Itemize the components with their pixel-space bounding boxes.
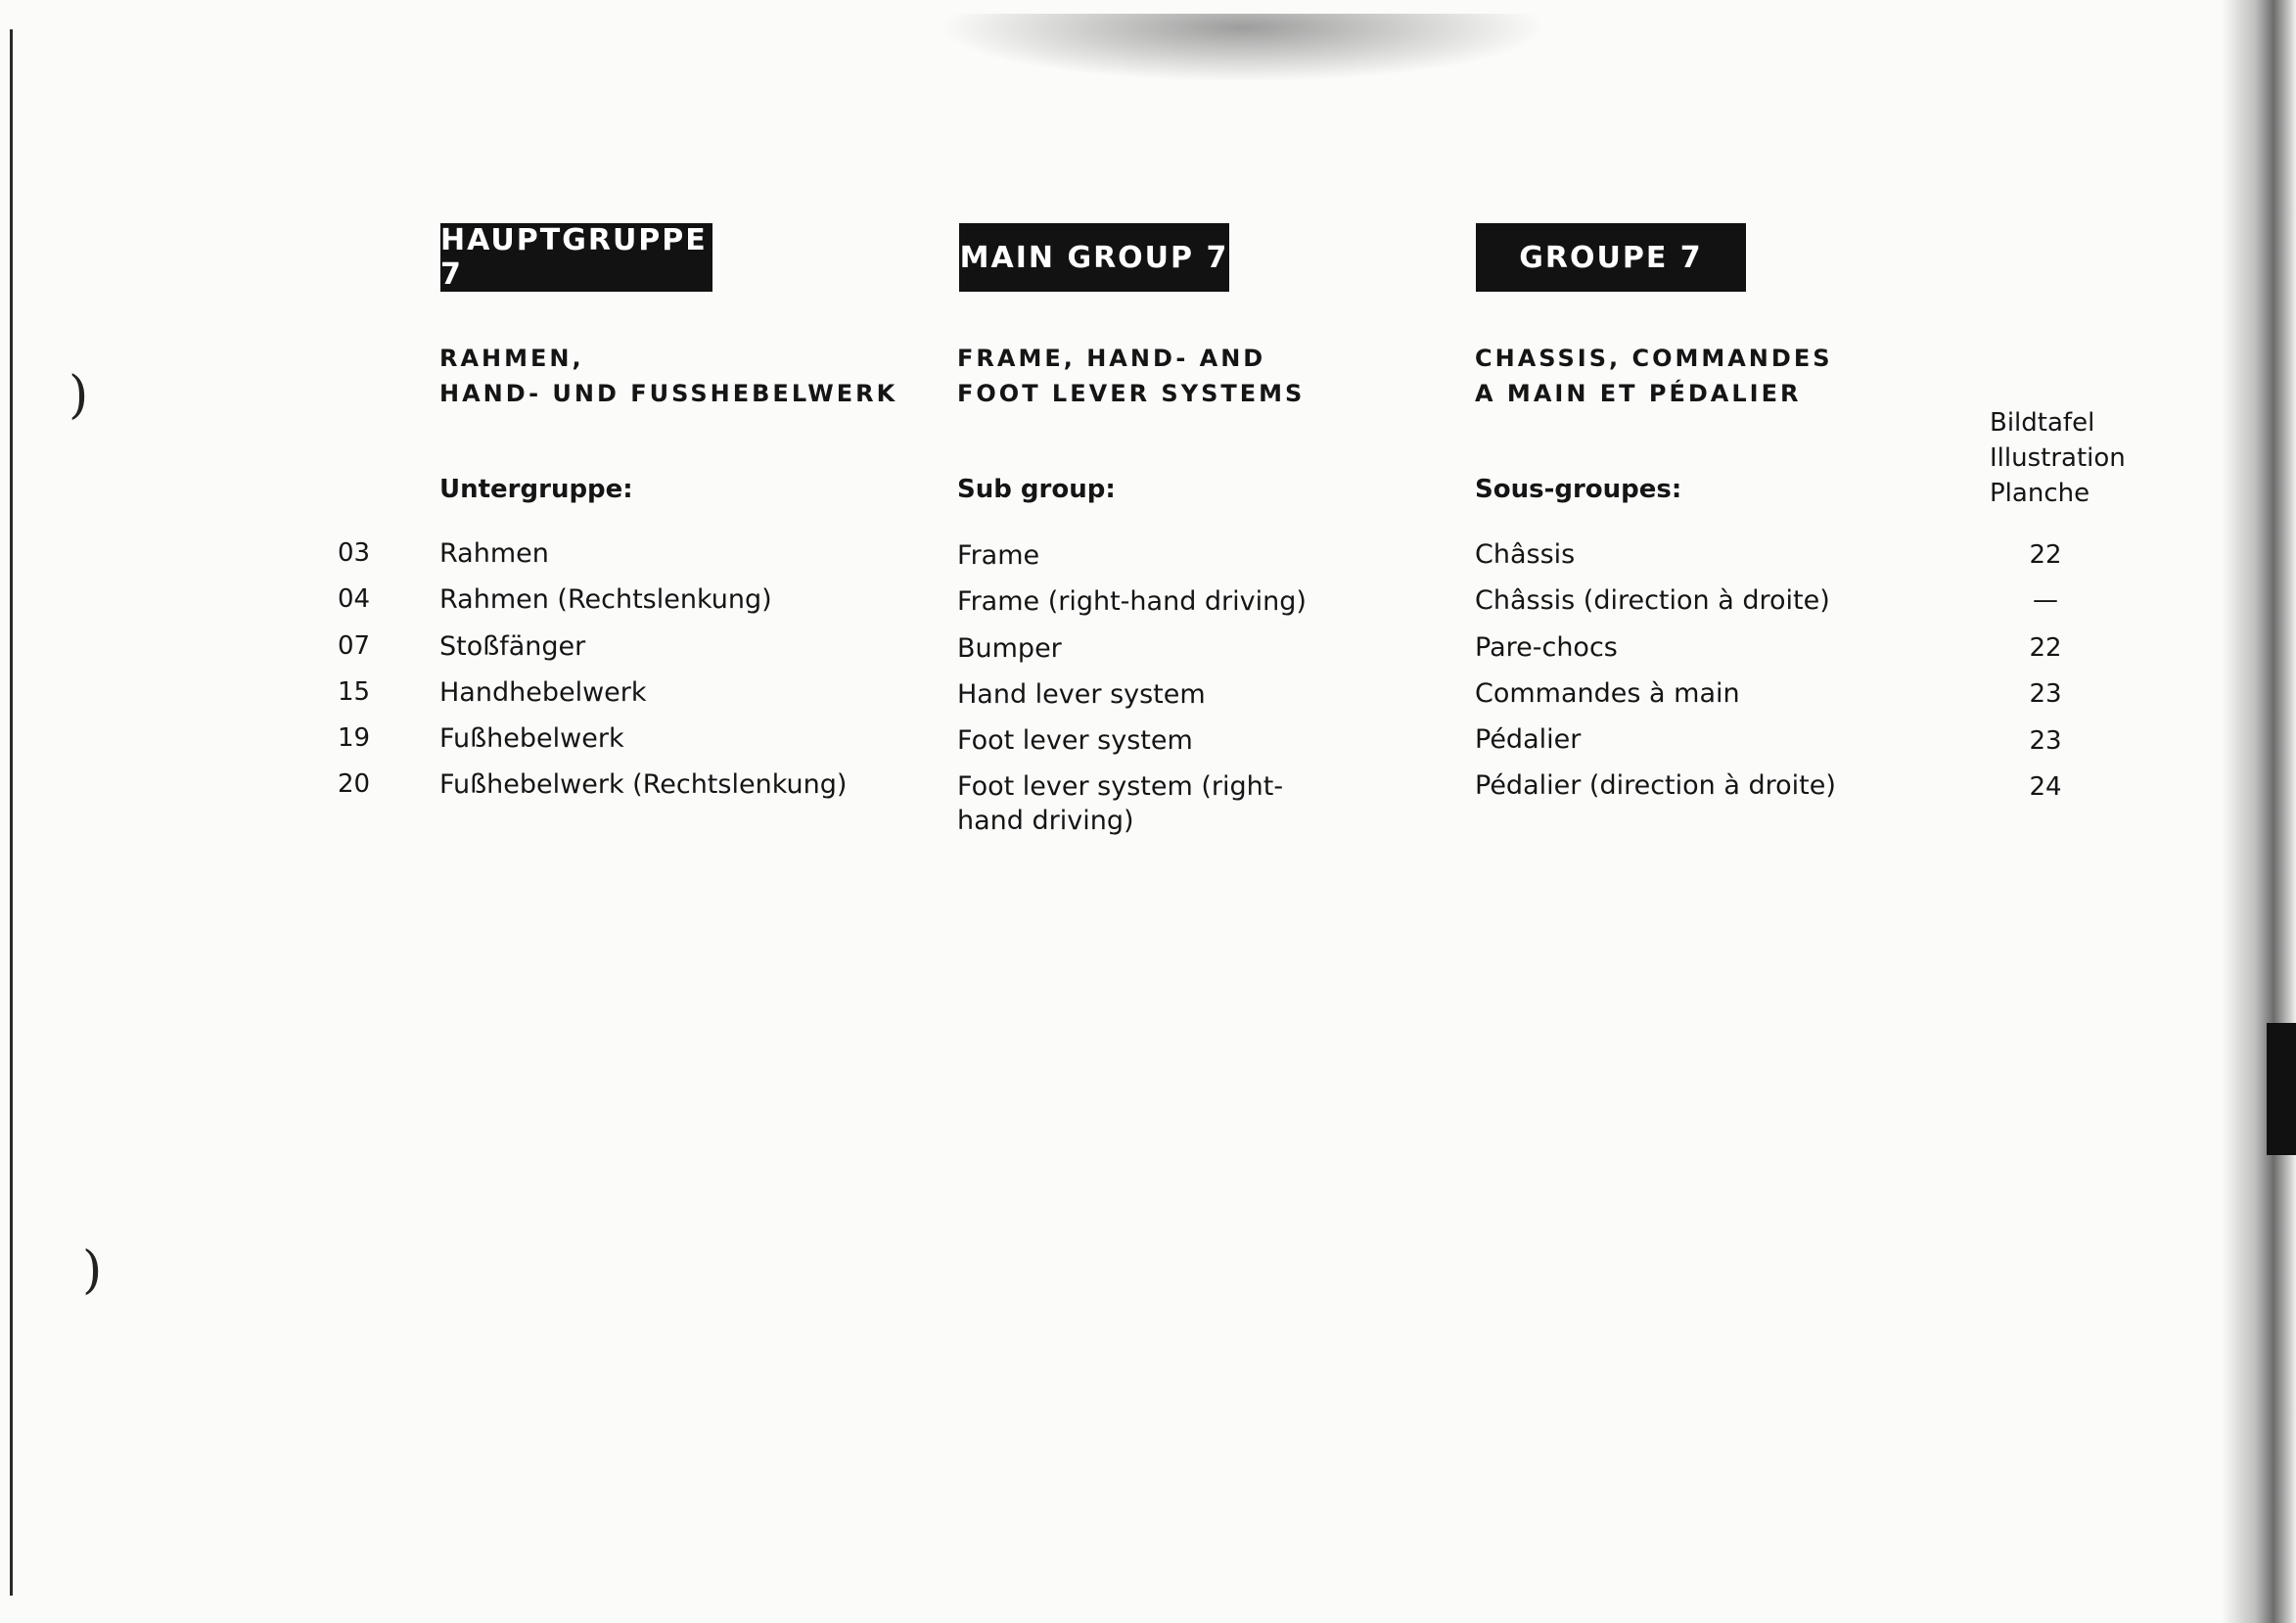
header-en: MAIN GROUP 7 xyxy=(959,223,1229,292)
row-label-en: Bumper xyxy=(957,633,1062,664)
header-de: HAUPTGRUPPE 7 xyxy=(440,223,712,292)
scan-edge-right xyxy=(2222,0,2296,1623)
row-label-en: Foot lever system (right-hand driving) xyxy=(957,771,1284,836)
header-fr: GROUPE 7 xyxy=(1476,223,1746,292)
row-label-en: Frame xyxy=(957,540,1040,571)
plate-column-header xyxy=(1990,405,2126,511)
subgroup-label-en: Sub group: xyxy=(957,475,1116,504)
plate-header-fr: Planche xyxy=(1990,479,2090,508)
row-label-en: Frame (right-hand driving) xyxy=(957,586,1307,617)
subgroup-label-fr: Sous-groupes: xyxy=(1475,475,1682,504)
scan-edge-left xyxy=(10,29,13,1596)
binding-hole-top: ) xyxy=(69,366,89,425)
row-plate: 22 xyxy=(2029,540,2062,570)
row-label-de: Rahmen xyxy=(439,538,549,569)
row-plate: 22 xyxy=(2029,633,2062,663)
title-en xyxy=(957,341,1305,411)
row-plate: 23 xyxy=(2029,679,2062,709)
row-label-de: Fußhebelwerk xyxy=(439,723,624,754)
row-plate: — xyxy=(2033,585,2058,615)
row-label-fr: Châssis (direction à droite) xyxy=(1475,585,1830,616)
title-fr-line-2: A MAIN ET PÉDALIER xyxy=(1475,380,1802,407)
row-label-de: Handhebelwerk xyxy=(439,677,647,708)
row-number: 19 xyxy=(338,723,371,753)
plate-header-en: Illustration xyxy=(1990,443,2126,473)
title-fr xyxy=(1475,341,1833,411)
scan-smudge-top xyxy=(940,14,1546,82)
row-number: 04 xyxy=(338,584,371,614)
row-label-de: Rahmen (Rechtslenkung) xyxy=(439,584,772,615)
row-label-fr: Pédalier (direction à droite) xyxy=(1475,770,1836,801)
row-plate: 23 xyxy=(2029,726,2062,756)
row-number: 07 xyxy=(338,631,371,661)
title-en-line-1: FRAME, HAND- AND xyxy=(957,345,1266,372)
row-number: 15 xyxy=(338,677,371,707)
row-label-fr: Châssis xyxy=(1475,539,1576,570)
subgroup-label-de: Untergruppe: xyxy=(439,475,633,504)
title-fr-line-1: CHASSIS, COMMANDES xyxy=(1475,345,1833,372)
row-label-en: Foot lever system xyxy=(957,725,1193,756)
title-de xyxy=(439,341,897,411)
row-label-de: Fußhebelwerk (Rechtslenkung) xyxy=(439,769,848,800)
row-label-fr: Pédalier xyxy=(1475,724,1582,755)
row-number: 03 xyxy=(338,538,371,568)
binding-hole-bottom: ) xyxy=(82,1241,103,1300)
row-label-en: Hand lever system xyxy=(957,679,1206,710)
row-plate: 24 xyxy=(2029,772,2062,802)
row-label-fr: Pare-chocs xyxy=(1475,632,1618,663)
row-label-fr: Commandes à main xyxy=(1475,678,1740,709)
row-label-de: Stoßfänger xyxy=(439,631,586,662)
title-de-line-1: RAHMEN, xyxy=(439,345,584,372)
title-de-line-2: HAND- UND FUSSHEBELWERK xyxy=(439,380,898,407)
plate-header-de: Bildtafel xyxy=(1990,408,2095,438)
title-en-line-2: FOOT LEVER SYSTEMS xyxy=(957,380,1306,407)
row-number: 20 xyxy=(338,769,371,799)
scan-tab-marker xyxy=(2267,1023,2296,1155)
